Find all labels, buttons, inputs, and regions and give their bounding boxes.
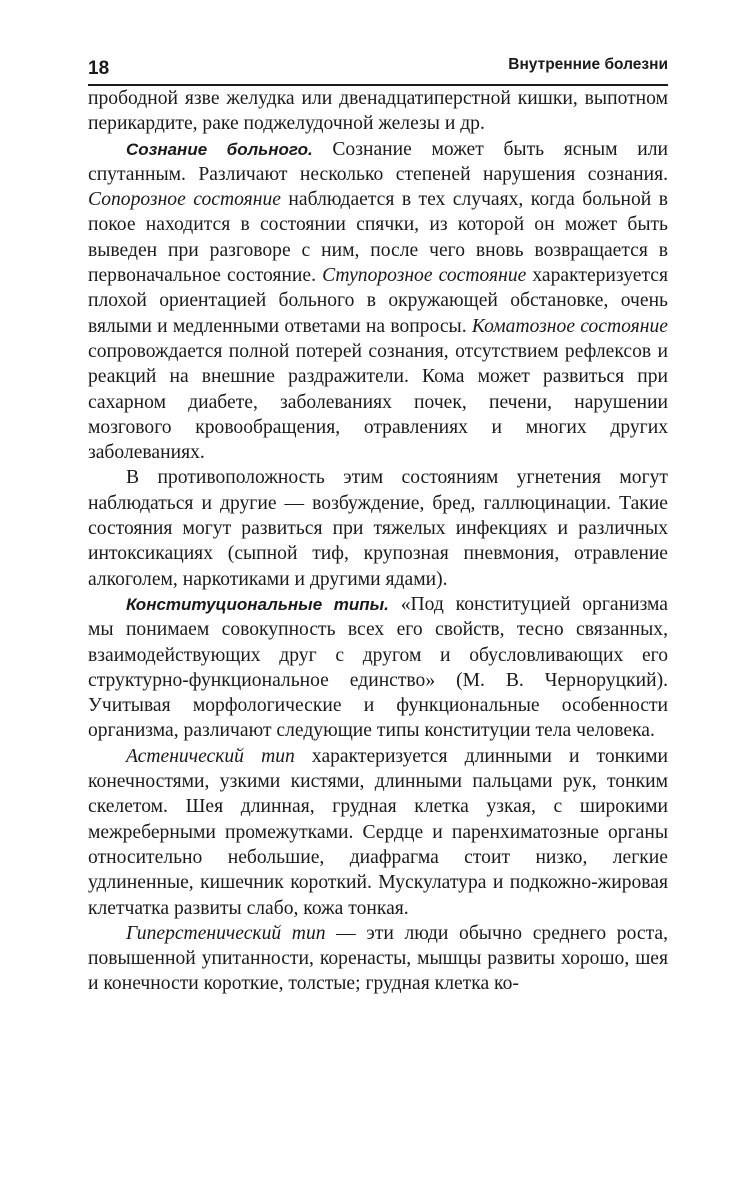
paragraph-text: — эти люди обычно среднего роста, повышенной упитанности, коренасты, мышцы развиты хорошо, шея и конечности короткие, толстые; грудная клетка ко- [88,922,668,995]
term-stupor: Ступорозное состояние [322,265,527,287]
body-text [88,86,668,997]
page-header [88,52,668,86]
paragraph-excitation: В противоположность этим состояниям угнетения могут наблюдаться и другие — возбуждение, бред, галлюцинации. Такие состояния могут развиться при тяжелых инфекциях и различных интоксикациях (сыпной тиф, крупозная пневмония, отравление алкоголем, наркотиками и другими ядами). [88,467,668,590]
page-number: 18 [88,58,110,79]
term-coma: Коматозное состояние [471,315,668,337]
paragraph-text: характеризуется плохой ориентацией больного в окружающей обстановке, очень вялыми и медленными ответами на вопросы. [88,265,668,337]
term-hypersthenic: Гиперстенический тип [126,922,326,944]
paragraph-asthenic [88,744,668,921]
paragraph-text: характеризуется длинными и тонкими конечностями, узкими кистями, длинными пальцами рук, тонким скелетом. Шея длинная, грудная клетка узкая, с широкими межреберными промежутками. Сердце и паренхиматозные органы относительно небольшие, диафрагма стоит низко, легкие удлиненные, кишечник короткий. Мускулатура и подкожно-жировая клетчатка развиты слабо, кожа тонкая. [88,745,668,919]
running-title: Внутренние болезни [508,56,668,73]
section-heading-consciousness: Сознание больного. [126,139,313,159]
term-sopor: Сопорозное состояние [88,189,281,211]
paragraph-text: сопровождается полной потерей сознания, отсутствием рефлексов и реакций на внешние раздражители. Кома может развиться при сахарном диабете, заболеваниях почек, печени, нарушении мозгового кровообращения, отравлениях и многих других заболеваниях. [88,340,668,464]
term-asthenic: Астенический тип [126,745,295,767]
paragraph-text: Сознание может быть ясным или спутанным. Различают несколько степеней нарушения сознания. [88,138,668,185]
paragraph-consciousness [88,137,668,466]
paragraph-constitution [88,592,668,744]
paragraph-continuation: прободной язве желудка или двенадцатиперстной кишки, выпотном перикардите, раке поджелудочной железы и др. [88,88,668,135]
section-heading-constitution: Конституциональные типы. [126,594,389,614]
paragraph-text: наблюдается в тех случаях, когда больной в покое находится в состоянии спячки, из которой он может быть выведен при разговоре с ним, после чего вновь возвращается в первоначальное состояние. [88,189,668,287]
paragraph-text: «Под конституцией организма мы понимаем совокупность всех его свойств, тесно связанных, взаимодействующих друг с другом и обусловливающих его структурно-функциональное единство» (М. В. Черноруцкий). Учитывая морфологические и функциональные особенности организма, различают следующие типы конституции тела человека. [88,593,668,742]
paragraph-hypersthenic [88,921,668,997]
